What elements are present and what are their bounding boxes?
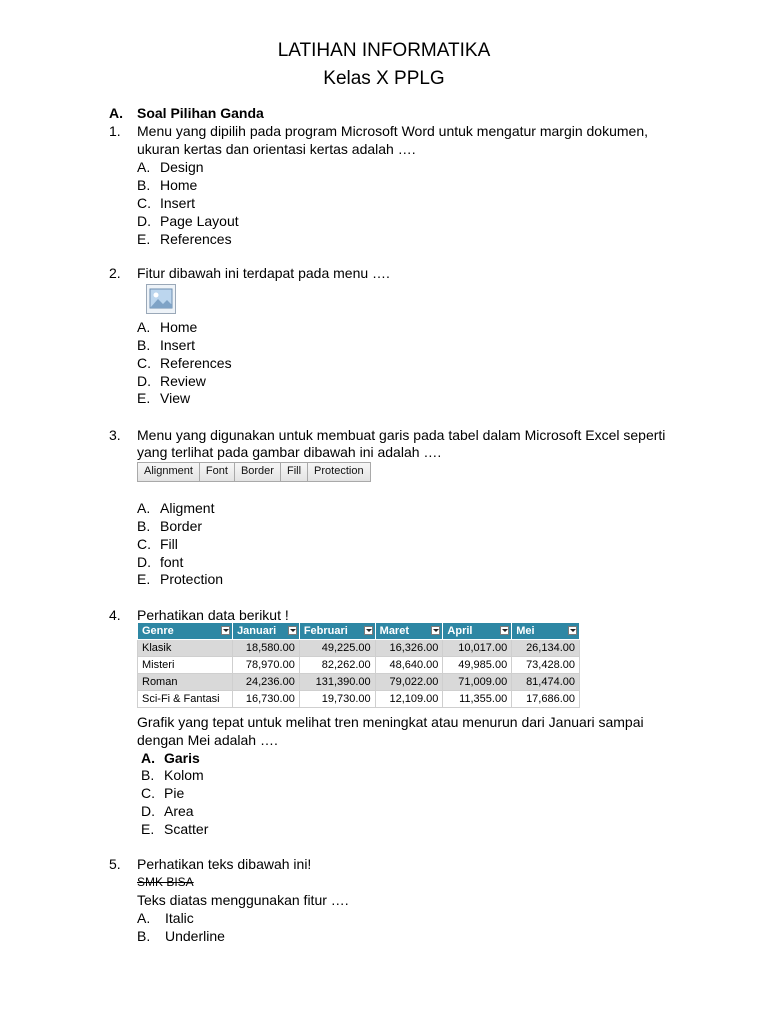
tab-fill: Fill bbox=[281, 463, 308, 481]
filter-dropdown-icon bbox=[221, 626, 230, 635]
answer-option: B. Kolom bbox=[141, 767, 204, 783]
answer-option: D. Page Layout bbox=[137, 213, 239, 229]
table-cell: 49,985.00 bbox=[443, 657, 512, 674]
question-text: dengan Mei adalah …. bbox=[137, 732, 278, 748]
answer-option: A. Design bbox=[137, 159, 204, 175]
question-text: Fitur dibawah ini terdapat pada menu …. bbox=[137, 265, 390, 281]
answer-option: A. Italic bbox=[137, 910, 194, 926]
table-cell: Sci-Fi & Fantasi bbox=[138, 691, 233, 708]
table-cell: 131,390.00 bbox=[299, 674, 375, 691]
question-text: ukuran kertas dan orientasi kertas adalah …. bbox=[137, 141, 416, 157]
answer-option: C. References bbox=[137, 355, 232, 371]
answer-option: A. Aligment bbox=[137, 500, 215, 516]
table-row bbox=[138, 657, 580, 674]
genre-data-table bbox=[137, 622, 580, 708]
document-subtitle: Kelas X PPLG bbox=[323, 68, 445, 89]
question-number: 4. bbox=[109, 607, 121, 623]
table-header-cell: Maret bbox=[375, 623, 443, 640]
table-cell: 16,326.00 bbox=[375, 640, 443, 657]
tab-font: Font bbox=[200, 463, 235, 481]
table-cell: Roman bbox=[138, 674, 233, 691]
table-cell: 11,355.00 bbox=[443, 691, 512, 708]
answer-option: B. Border bbox=[137, 518, 203, 534]
answer-option: E. View bbox=[137, 390, 191, 406]
question-number: 5. bbox=[109, 856, 121, 872]
table-header-cell: Mei bbox=[512, 623, 580, 640]
table-header-cell: Februari bbox=[299, 623, 375, 640]
section-label: A. bbox=[109, 105, 123, 121]
question-number: 2. bbox=[109, 265, 121, 281]
table-cell: 48,640.00 bbox=[375, 657, 443, 674]
picture-icon bbox=[146, 284, 176, 314]
table-cell: 12,109.00 bbox=[375, 691, 443, 708]
answer-option: D. Area bbox=[141, 803, 194, 819]
table-cell: 79,022.00 bbox=[375, 674, 443, 691]
table-cell: 24,236.00 bbox=[233, 674, 300, 691]
strikethrough-sample-text: SMK BISA bbox=[137, 875, 194, 889]
table-cell: 17,686.00 bbox=[512, 691, 580, 708]
table-header-row bbox=[138, 623, 580, 640]
table-cell: 73,428.00 bbox=[512, 657, 580, 674]
table-cell: 81,474.00 bbox=[512, 674, 580, 691]
tab-protection: Protection bbox=[314, 465, 364, 477]
table-cell: 49,225.00 bbox=[299, 640, 375, 657]
filter-dropdown-icon bbox=[364, 626, 373, 635]
answer-option: D. font bbox=[137, 554, 184, 570]
answer-option: E. Scatter bbox=[141, 821, 209, 837]
answer-option: C. Fill bbox=[137, 536, 178, 552]
table-row bbox=[138, 674, 580, 691]
table-cell: 10,017.00 bbox=[443, 640, 512, 657]
answer-option: E. References bbox=[137, 231, 232, 247]
question-text: Grafik yang tepat untuk melihat tren meningkat atau menurun dari Januari sampai bbox=[137, 714, 644, 730]
answer-option: B. Insert bbox=[137, 337, 196, 353]
table-header-cell: Genre bbox=[138, 623, 233, 640]
question-text: Menu yang digunakan untuk membuat garis pada tabel dalam Microsoft Excel seperti bbox=[137, 427, 666, 443]
question-text: yang terlihat pada gambar dibawah ini adalah …. bbox=[137, 444, 442, 460]
table-row bbox=[138, 640, 580, 657]
filter-dropdown-icon bbox=[500, 626, 509, 635]
format-cells-tabs bbox=[137, 462, 371, 482]
answer-option-highlighted: A. Garis bbox=[141, 750, 200, 766]
answer-option: E. Protection bbox=[137, 571, 224, 587]
table-cell: 78,970.00 bbox=[233, 657, 300, 674]
table-header-cell: Januari bbox=[233, 623, 300, 640]
table-cell: 18,580.00 bbox=[233, 640, 300, 657]
answer-option: C. Insert bbox=[137, 195, 196, 211]
document-title: LATIHAN INFORMATIKA bbox=[277, 40, 491, 61]
table-cell: 19,730.00 bbox=[299, 691, 375, 708]
table-cell: Klasik bbox=[138, 640, 233, 657]
question-text: Teks diatas menggunakan fitur …. bbox=[137, 892, 349, 908]
answer-option: A. Home bbox=[137, 319, 198, 335]
table-cell: 16,730.00 bbox=[233, 691, 300, 708]
table-cell: 82,262.00 bbox=[299, 657, 375, 674]
filter-dropdown-icon bbox=[568, 626, 577, 635]
table-row bbox=[138, 691, 580, 708]
answer-option: B. Home bbox=[137, 177, 198, 193]
question-number: 3. bbox=[109, 427, 121, 443]
table-header-cell: April bbox=[443, 623, 512, 640]
table-cell: 71,009.00 bbox=[443, 674, 512, 691]
table-cell: Misteri bbox=[138, 657, 233, 674]
question-number: 1. bbox=[109, 123, 121, 139]
filter-dropdown-icon bbox=[288, 626, 297, 635]
answer-option: D. Review bbox=[137, 373, 206, 389]
question-text: Perhatikan teks dibawah ini! bbox=[137, 856, 312, 872]
answer-option: C. Pie bbox=[141, 785, 185, 801]
filter-dropdown-icon bbox=[431, 626, 440, 635]
question-text: Menu yang dipilih pada program Microsoft Word untuk mengatur margin dokumen, bbox=[137, 123, 648, 139]
question-text: Perhatikan data berikut ! bbox=[137, 607, 289, 623]
answer-option: B. Underline bbox=[137, 928, 225, 944]
section-title: Soal Pilihan Ganda bbox=[137, 105, 264, 121]
table-cell: 26,134.00 bbox=[512, 640, 580, 657]
tab-alignment: Alignment bbox=[138, 463, 200, 481]
tab-border: Border bbox=[235, 463, 281, 481]
